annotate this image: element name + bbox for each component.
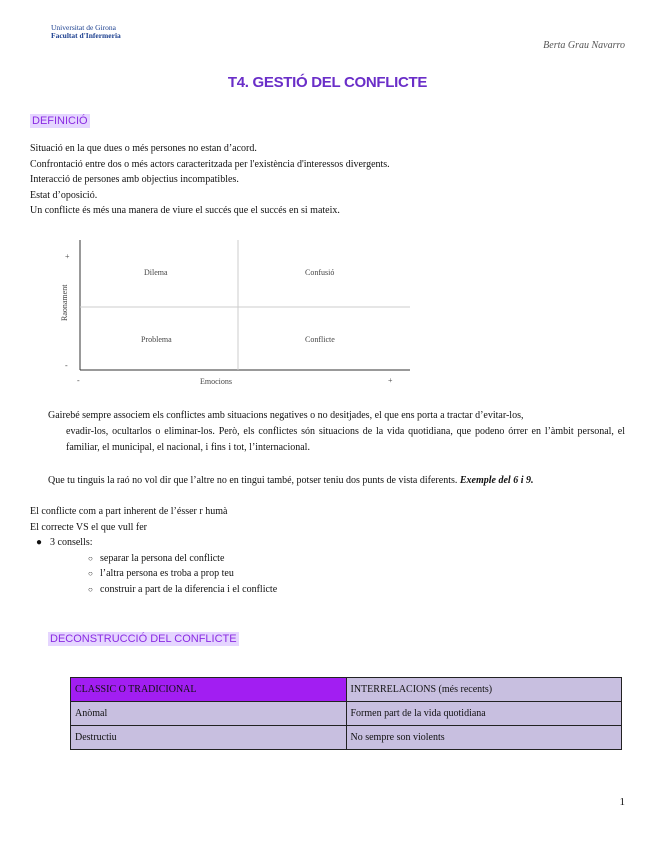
table-row	[71, 702, 622, 726]
deconstruction-table	[70, 677, 622, 750]
quadrant-top-right: Confusió	[305, 268, 335, 277]
quadrant-chart	[55, 235, 415, 390]
paragraph-2-text: Que tu tinguis la raó no vol dir que l’altre no en tingui també, potser teniu dos punts de vista diferents.	[48, 475, 458, 486]
bullet-item	[30, 535, 277, 551]
logo-text	[51, 24, 121, 40]
logo-line-1: Universitat de Girona	[51, 23, 116, 32]
sub-item-text: separar la persona del conflicte	[100, 552, 225, 564]
definicio-line: Situació en la que dues o més persones no estan d’acord.	[30, 143, 257, 154]
sub-item	[30, 582, 277, 598]
paragraph-1-first: Gairebé sempre associem els conflictes amb situacions negatives o no desitjades, el que ens porta a tractar d’evitar-los,	[48, 410, 524, 421]
quadrant-top-left: Dilema	[144, 268, 168, 277]
sub-item-text: l’altra persona es troba a prop teu	[100, 568, 234, 579]
definicio-line: Estat d’oposició.	[30, 189, 98, 201]
bullet-text: 3 consells:	[50, 537, 93, 548]
paragraph-1-rest: evadir-los, ocultarlos o eliminar-los. Però, els conflictes són situacions de la vida quotidiana, que podeno órrer en l’àmbit personal, el familiar, el municipal, el nacional, i fins i tot, l’internacional.	[66, 426, 625, 453]
deconstruccio-heading: DECONSTRUCCIÓ DEL CONFLICTE	[50, 633, 237, 645]
definicio-line: Interacció de persones amb objectius incompatibles.	[30, 174, 239, 185]
conflict-list	[30, 504, 277, 597]
x-max-label: +	[388, 376, 393, 385]
list-line: El correcte VS el que vull fer	[30, 521, 147, 533]
paragraph-2-example: Exemple del 6 i 9.	[459, 475, 534, 486]
definicio-heading-wrap	[30, 111, 90, 129]
quadrant-bottom-left: Problema	[141, 335, 172, 344]
list-line: El conflicte com a part inherent de l’ésser r humà	[30, 506, 228, 517]
logo-line-2: Facultat d'Infermeria	[51, 31, 121, 40]
table-cell: Formen part de la vida quotidiana	[346, 702, 622, 726]
definicio-heading: DEFINICIÓ	[32, 115, 88, 127]
table-row	[71, 726, 622, 750]
page-number: 1	[619, 796, 625, 808]
quadrant-chart-svg	[55, 235, 415, 390]
table-cell: No sempre son violents	[346, 726, 622, 750]
author-name: Berta Grau Navarro	[543, 40, 625, 51]
sub-item	[30, 551, 277, 567]
deconstruccio-heading-wrap	[48, 629, 239, 647]
definicio-lines	[30, 141, 390, 219]
y-max-label: +	[65, 252, 70, 261]
sub-item	[30, 566, 277, 582]
circle-bullet-icon: ○	[88, 584, 93, 594]
quadrant-bottom-right: Conflicte	[305, 335, 335, 344]
y-axis-label: Raonament	[60, 284, 69, 321]
table-header-cell: INTERRELACIONS (més recents)	[346, 678, 622, 702]
sub-item-text: construir a part de la diferencia i el conflicte	[100, 583, 278, 595]
page-title: T4. GESTIÓ DEL CONFLICTE	[227, 74, 428, 91]
y-min-label: -	[65, 361, 68, 370]
x-axis-label: Emocions	[200, 377, 232, 386]
circle-bullet-icon: ○	[88, 569, 93, 578]
circle-bullet-icon: ○	[88, 553, 93, 563]
table-cell: Anòmal	[71, 702, 347, 726]
table-header-row	[71, 678, 622, 702]
bullet-dot-icon: ●	[36, 537, 43, 548]
paragraph-1	[48, 408, 625, 456]
table-cell: Destructiu	[71, 726, 347, 750]
paragraph-2	[48, 473, 625, 489]
definicio-line: Un conflicte és més una manera de viure el succés que el succés en si mateix.	[30, 205, 340, 216]
definicio-line: Confrontació entre dos o més actors caracteritzada per l'existència d'interessos divergents.	[30, 158, 390, 170]
table-header-cell: CLASSIC O TRADICIONAL	[71, 678, 347, 702]
x-min-label: -	[77, 376, 80, 385]
